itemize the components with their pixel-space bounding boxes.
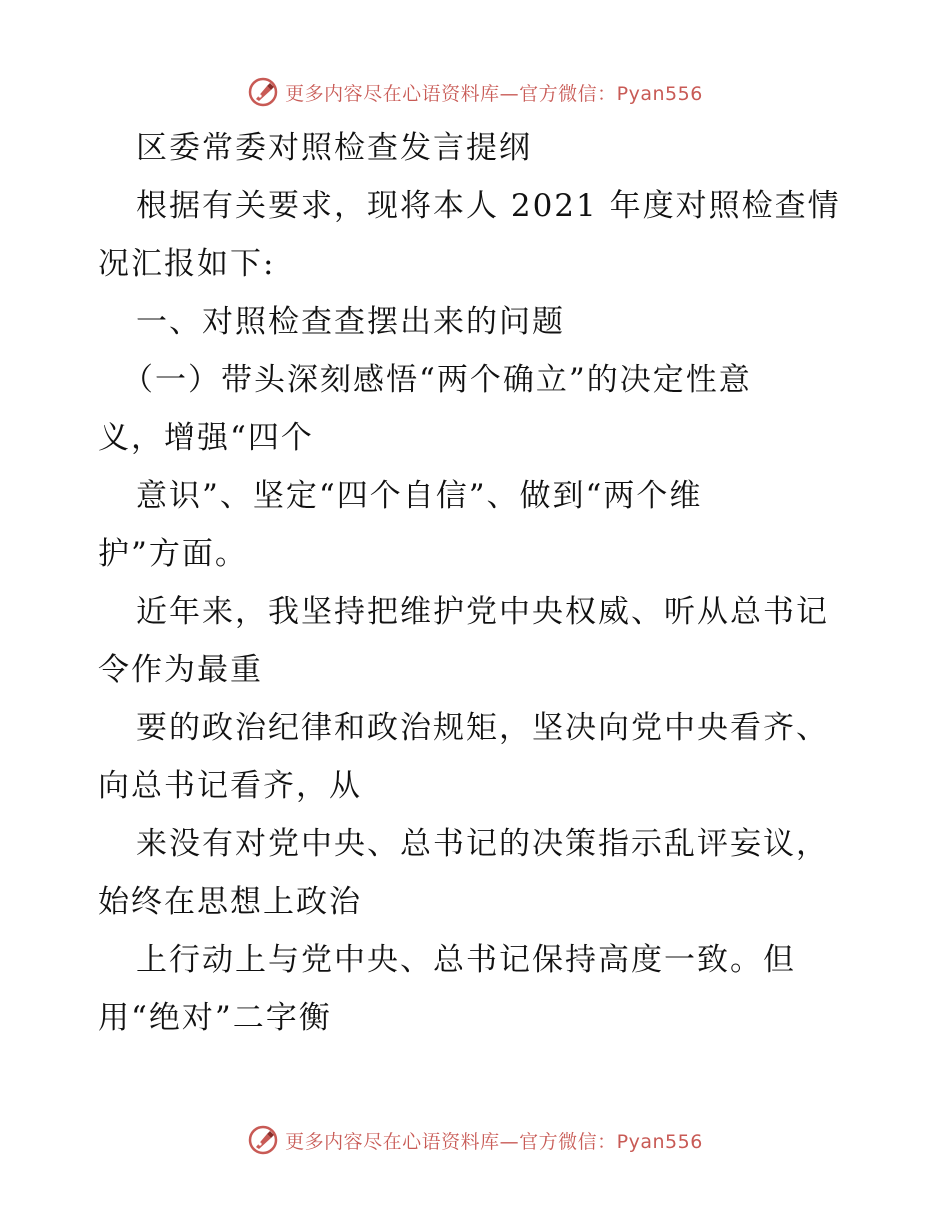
paragraph-line: 始终在思想上政治 [98,884,362,920]
paragraph-line: 向总书记看齐，从 [98,768,362,804]
paragraph-line: 上行动上与党中央、总书记保持高度一致。但 [136,942,796,978]
subsection-heading: （一）带头深刻感悟“两个确立”的决定性意 [122,362,752,398]
paragraph-line: 要的政治纪律和政治规矩，坚决向党中央看齐、 [136,710,829,746]
subsection-heading: 意识”、坚定“四个自信”、做到“两个维 [136,478,703,514]
paragraph-line: 来没有对党中央、总书记的决策指示乱评妄议， [136,826,829,862]
section-heading: 一、对照检查查摆出来的问题 [136,304,565,340]
pen-nib-logo-icon [247,1124,279,1156]
watermark-header [0,72,950,112]
pen-nib-logo-icon [247,76,279,108]
subsection-heading: 护”方面。 [98,536,248,572]
paragraph-line: 根据有关要求，现将本人 2021 年度对照检查情 [136,188,841,224]
watermark-text: 更多内容尽在心语资料库—官方微信：Pyan556 [285,1130,703,1153]
paragraph-line: 近年来，我坚持把维护党中央权威、听从总书记 [136,594,829,630]
document-title: 区委常委对照检查发言提纲 [136,130,532,166]
paragraph-line: 用“绝对”二字衡 [98,1000,332,1036]
paragraph-line: 令作为最重 [98,652,263,688]
paragraph-line: 况汇报如下: [98,246,276,282]
watermark-text: 更多内容尽在心语资料库—官方微信：Pyan556 [285,82,703,105]
watermark-footer [0,1120,950,1160]
subsection-heading: 义，增强“四个 [98,420,314,456]
